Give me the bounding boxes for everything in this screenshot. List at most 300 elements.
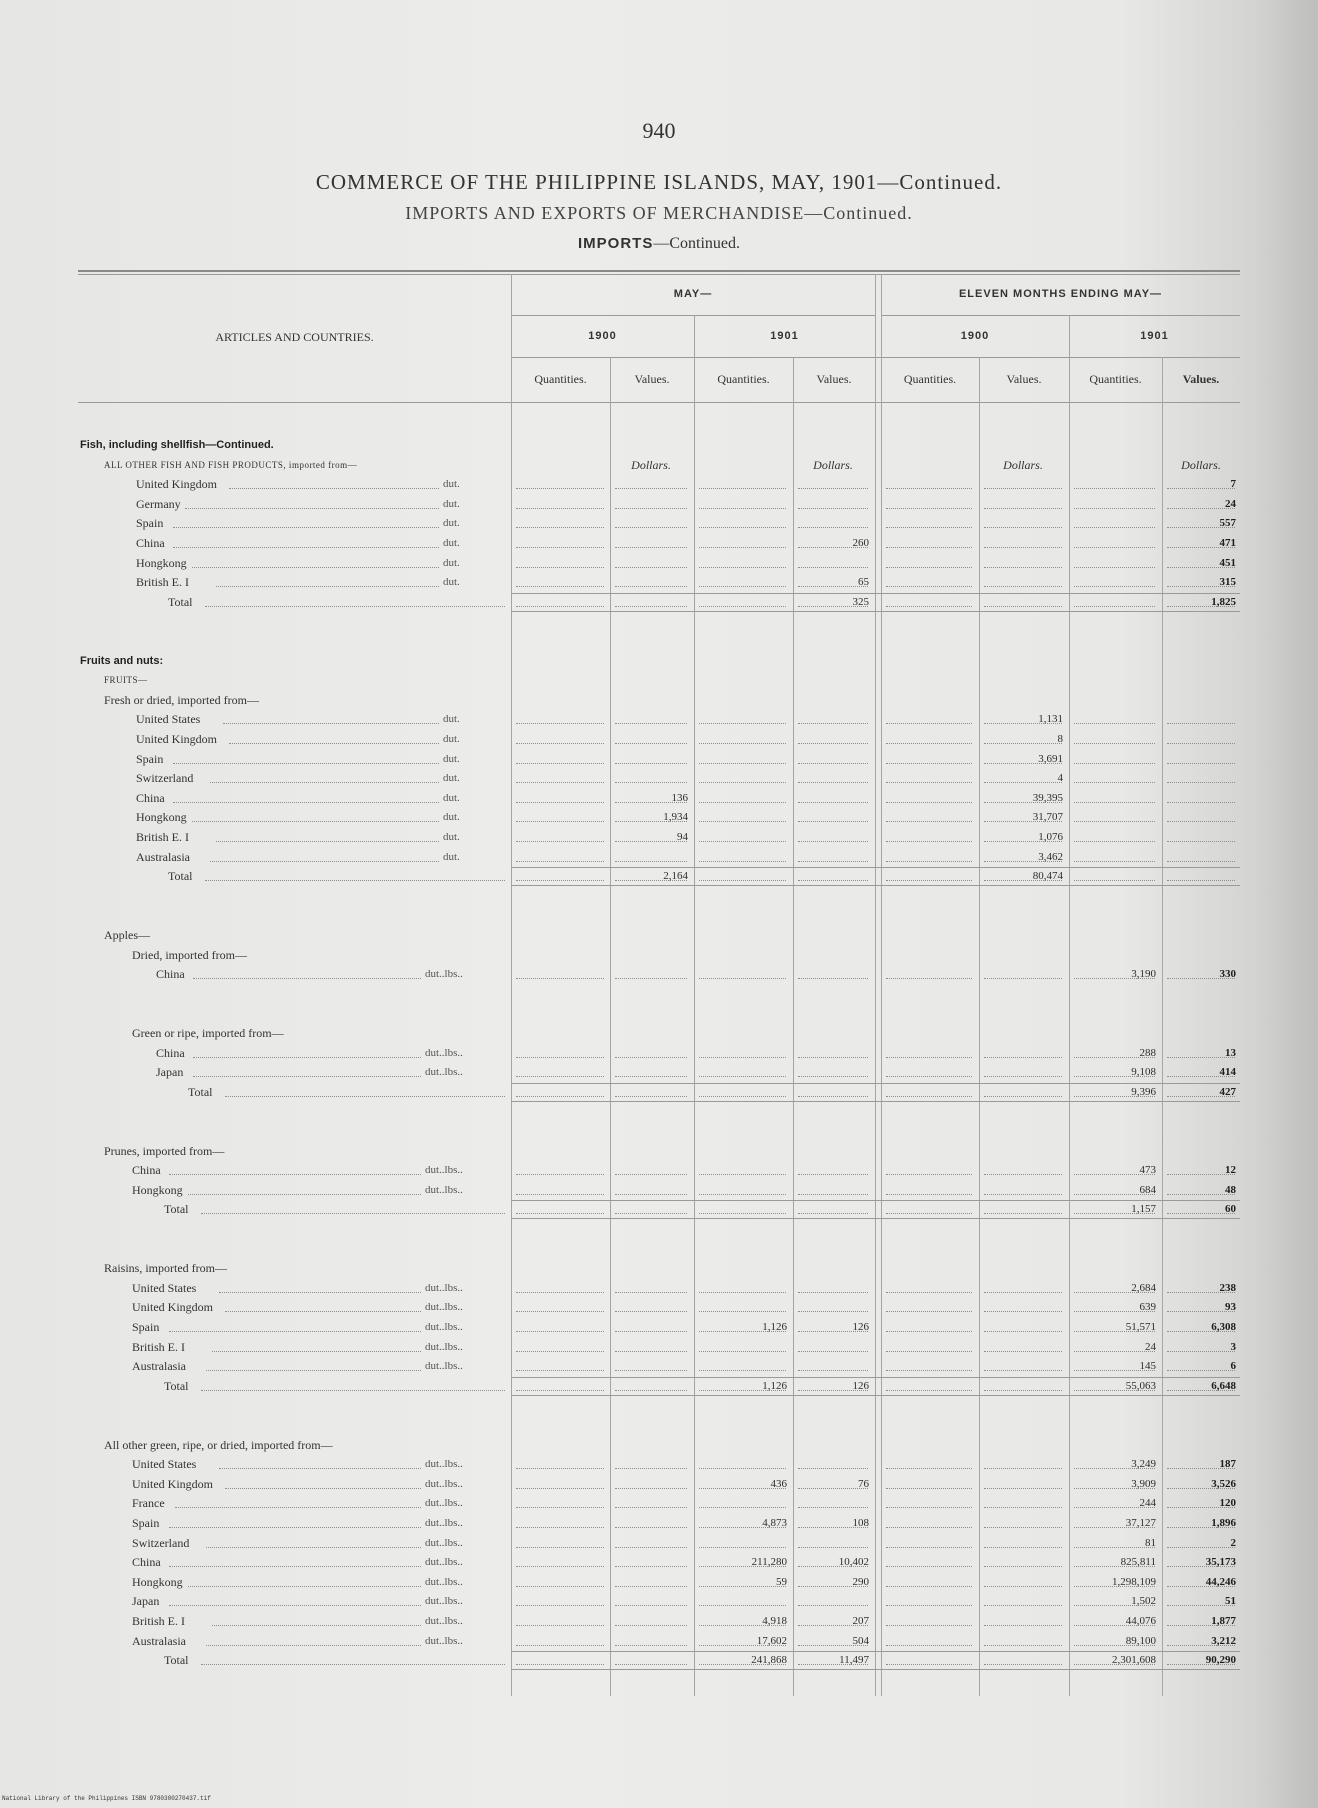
total-rule-bottom: [511, 611, 1240, 612]
table-cell-value: 51: [1225, 1595, 1236, 1608]
table-cell-value: 76: [858, 1477, 869, 1490]
col-line-3: [694, 315, 695, 1696]
cell-dots: [615, 547, 687, 548]
cell-dots: [615, 861, 687, 862]
header-may-1900: 1900: [588, 330, 617, 342]
cell-dots: [886, 1292, 972, 1293]
row-label: Spain: [136, 751, 164, 766]
cell-dots: [615, 606, 687, 607]
cell-dots: [984, 1605, 1062, 1606]
cell-dots: [798, 1547, 868, 1548]
cell-dots: [886, 1664, 972, 1665]
leader-dots: [169, 1566, 421, 1567]
total-label: Total: [164, 1378, 189, 1393]
cell-dots: [1074, 782, 1155, 783]
cell-dots: [615, 1468, 687, 1469]
total-rule: [511, 1377, 1240, 1378]
cell-dots: [886, 1351, 972, 1352]
cell-dots: [984, 1370, 1062, 1371]
cell-dots: [984, 1625, 1062, 1626]
cell-dots: [615, 1527, 687, 1528]
cell-dots: [615, 567, 687, 568]
leader-dots: [212, 1625, 421, 1626]
cell-dots: [984, 1331, 1062, 1332]
cell-dots: [798, 1370, 868, 1371]
header-bottom-rule: [78, 402, 1240, 403]
table-cell-value: 504: [852, 1634, 869, 1647]
cell-dots: [516, 1507, 604, 1508]
leader-dots: [188, 1194, 421, 1195]
table-cell-value: 9,396: [1131, 1085, 1156, 1098]
leader-dots: [193, 978, 421, 979]
cell-dots: [516, 1488, 604, 1489]
table-cell-value: 39,395: [1032, 791, 1063, 804]
total-label: Total: [168, 594, 193, 609]
unit-label: dut.: [443, 772, 460, 785]
leader-dots: [169, 1174, 421, 1175]
unit-label: dut.: [443, 791, 460, 804]
row-label: United States: [132, 1457, 197, 1472]
leader-dots: [206, 1370, 421, 1371]
cell-dots: [1074, 586, 1155, 587]
table-cell-value: 59: [776, 1575, 787, 1588]
table-cell-value: 1,298,109: [1112, 1575, 1156, 1588]
total-label: Total: [164, 1653, 189, 1668]
cell-dots: [699, 1194, 786, 1195]
table-cell-value: 55,063: [1125, 1379, 1156, 1392]
cell-dots: [984, 1213, 1062, 1214]
row-label: All other green, ripe, or dried, imported from—: [104, 1437, 333, 1452]
table-cell-value: 1,934: [663, 811, 688, 824]
row-label: Fruits and nuts:: [80, 654, 164, 667]
row-label: FRUITS—: [104, 675, 148, 686]
table-cell-value: 10,402: [838, 1556, 869, 1569]
table-cell-value: 427: [1219, 1085, 1236, 1098]
cell-dots: [798, 723, 868, 724]
section-heading-rest: —Continued.: [653, 235, 740, 252]
leader-dots: [169, 1605, 421, 1606]
cell-dots: [516, 1213, 604, 1214]
leader-dots: [188, 1586, 421, 1587]
table-cell-value: 24: [1225, 497, 1236, 510]
cell-dots: [1074, 802, 1155, 803]
table-cell-value: 3: [1230, 1340, 1236, 1353]
total-label: Total: [188, 1084, 213, 1099]
table-cell-value: 4,873: [762, 1517, 787, 1529]
table-cell-value: 2,164: [663, 870, 688, 883]
row-label: Japan: [156, 1065, 184, 1080]
table-cell-value: 325: [852, 595, 869, 608]
unit-label: dut..lbs..: [425, 1477, 463, 1490]
cell-dots: [886, 547, 972, 548]
table-cell-value: 80,474: [1032, 870, 1063, 883]
cell-dots: [886, 1213, 972, 1214]
cell-dots: [699, 880, 786, 881]
cell-dots: [886, 508, 972, 509]
table-cell-value: 4: [1057, 772, 1063, 785]
dollars-label: Dollars.: [1003, 457, 1043, 472]
row-label: Hongkong: [132, 1182, 183, 1197]
cell-dots: [984, 1507, 1062, 1508]
cell-dots: [886, 1174, 972, 1175]
leader-dots: [219, 1468, 421, 1469]
leader-dots: [173, 547, 439, 548]
row-label: Fresh or dried, imported from—: [104, 692, 259, 707]
cell-dots: [984, 527, 1062, 528]
cell-dots: [615, 1625, 687, 1626]
cell-dots: [798, 488, 868, 489]
row-label: Raisins, imported from—: [104, 1261, 227, 1276]
col-line-6: [979, 357, 980, 1696]
cell-dots: [699, 1174, 786, 1175]
cell-dots: [699, 743, 786, 744]
table-cell-value: 48: [1225, 1183, 1236, 1196]
table-cell-value: 37,127: [1125, 1517, 1156, 1529]
cell-dots: [516, 567, 604, 568]
total-label: Total: [168, 869, 193, 884]
cell-dots: [1167, 841, 1235, 842]
cell-dots: [615, 1547, 687, 1548]
cell-dots: [699, 1311, 786, 1312]
table-cell-value: 2: [1230, 1536, 1236, 1549]
cell-dots: [886, 527, 972, 528]
leader-dots: [201, 1213, 505, 1214]
unit-label: dut..lbs..: [425, 968, 463, 981]
cell-dots: [886, 1096, 972, 1097]
table-cell-value: 3,462: [1038, 850, 1063, 863]
cell-dots: [984, 606, 1062, 607]
row-label: China: [132, 1555, 161, 1570]
row-label: China: [132, 1163, 161, 1178]
cell-dots: [699, 527, 786, 528]
table-cell-value: 6: [1230, 1360, 1236, 1373]
cell-dots: [886, 861, 972, 862]
section-heading: [0, 235, 1318, 253]
unit-label: dut..lbs..: [425, 1360, 463, 1373]
page-title: COMMERCE OF THE PHILIPPINE ISLANDS, MAY, 1901—Continued.: [315, 170, 1003, 194]
table-cell-value: 3,691: [1038, 752, 1063, 765]
row-label: Australasia: [136, 849, 190, 864]
row-label: Japan: [132, 1594, 160, 1609]
cell-dots: [798, 1174, 868, 1175]
row-label: United Kingdom: [136, 477, 217, 492]
cell-dots: [886, 782, 972, 783]
leader-dots: [173, 527, 439, 528]
row-label: Germany: [136, 496, 181, 511]
leader-dots: [229, 743, 439, 744]
row-label: United Kingdom: [136, 732, 217, 746]
cell-dots: [615, 1605, 687, 1606]
cell-dots: [798, 1194, 868, 1195]
cell-dots: [699, 782, 786, 783]
leader-dots: [169, 1331, 421, 1332]
cell-dots: [516, 841, 604, 842]
table-cell-value: 1,126: [762, 1321, 787, 1333]
cell-dots: [516, 1625, 604, 1626]
cell-dots: [886, 1370, 972, 1371]
cell-dots: [886, 841, 972, 842]
cell-dots: [886, 1605, 972, 1606]
cell-dots: [699, 547, 786, 548]
unit-label: dut.: [443, 811, 460, 824]
cell-dots: [699, 1096, 786, 1097]
cell-dots: [798, 1311, 868, 1312]
col-line-2: [610, 357, 611, 1696]
row-label: Switzerland: [132, 1535, 190, 1550]
cell-dots: [615, 1331, 687, 1332]
header-values-3: Values.: [1006, 372, 1042, 386]
unit-label: dut.: [443, 713, 460, 726]
table-cell-value: 1,131: [1038, 713, 1063, 726]
table-cell-value: 3,249: [1131, 1458, 1156, 1471]
table-cell-value: 1,157: [1131, 1203, 1156, 1216]
cell-dots: [798, 861, 868, 862]
row-label: Spain: [136, 516, 164, 531]
cell-dots: [1074, 606, 1155, 607]
cell-dots: [699, 1547, 786, 1548]
cell-dots: [516, 1351, 604, 1352]
row-label: Switzerland: [136, 771, 194, 786]
cell-dots: [699, 723, 786, 724]
leader-dots: [173, 802, 439, 803]
row-label: China: [156, 967, 185, 982]
cell-dots: [886, 1586, 972, 1587]
cell-dots: [1167, 723, 1235, 724]
cell-dots: [1074, 567, 1155, 568]
table-cell-value: 290: [852, 1575, 869, 1588]
cell-dots: [798, 1076, 868, 1077]
cell-dots: [516, 821, 604, 822]
table-cell-value: 207: [852, 1615, 869, 1627]
cell-dots: [1167, 821, 1235, 822]
cell-dots: [699, 821, 786, 822]
table-cell-value: 3,909: [1131, 1477, 1156, 1490]
cell-dots: [984, 1586, 1062, 1587]
table-cell-value: 51,571: [1125, 1321, 1156, 1333]
unit-label: dut.: [443, 497, 460, 510]
table-cell-value: 557: [1219, 517, 1236, 530]
cell-dots: [984, 1292, 1062, 1293]
table-cell-value: 244: [1139, 1497, 1156, 1510]
cell-dots: [615, 508, 687, 509]
cell-dots: [615, 1174, 687, 1175]
cell-dots: [516, 978, 604, 979]
cell-dots: [886, 1547, 972, 1548]
section-heading-bold: IMPORTS: [577, 235, 654, 252]
cell-dots: [886, 1331, 972, 1332]
table-cell-value: 35,173: [1205, 1556, 1236, 1569]
header-quantities-4: Quantities.: [1089, 372, 1142, 386]
cell-dots: [1074, 821, 1155, 822]
table-cell-value: 3,190: [1131, 968, 1156, 981]
cell-dots: [615, 1566, 687, 1567]
unit-label: dut.: [443, 831, 460, 843]
table-cell-value: 3,526: [1211, 1477, 1236, 1490]
cell-dots: [699, 841, 786, 842]
cell-dots: [984, 1645, 1062, 1646]
table-cell-value: 12: [1225, 1164, 1236, 1177]
leader-dots: [223, 723, 439, 724]
cell-dots: [984, 1096, 1062, 1097]
cell-dots: [1167, 743, 1235, 744]
cell-dots: [886, 743, 972, 744]
row-label: Hongkong: [132, 1574, 183, 1589]
cell-dots: [1074, 763, 1155, 764]
header-values-2: Values.: [816, 372, 852, 386]
cell-dots: [615, 1507, 687, 1508]
cell-dots: [615, 527, 687, 528]
cell-dots: [615, 586, 687, 587]
row-label: France: [132, 1496, 165, 1511]
leader-dots: [216, 841, 439, 842]
unit-label: dut..lbs..: [425, 1575, 463, 1588]
cell-dots: [699, 978, 786, 979]
table-cell-value: 241,868: [751, 1654, 787, 1667]
table-cell-value: 4,918: [762, 1615, 787, 1627]
scan-footer: National Library of the Philippines ISBN 9780300270437.tif: [2, 1795, 211, 1802]
cell-dots: [1074, 861, 1155, 862]
cell-dots: [516, 1331, 604, 1332]
cell-dots: [615, 1370, 687, 1371]
table-cell-value: 93: [1225, 1301, 1236, 1314]
table-cell-value: 187: [1219, 1458, 1236, 1471]
cell-dots: [1167, 802, 1235, 803]
cell-dots: [516, 1194, 604, 1195]
table-cell-value: 81: [1145, 1536, 1156, 1549]
header-quantities-3: Quantities.: [903, 372, 957, 386]
table-top-rule-2: [78, 274, 1240, 275]
unit-label: dut.: [443, 517, 460, 530]
cell-dots: [1074, 547, 1155, 548]
cell-dots: [516, 488, 604, 489]
leader-dots: [206, 1547, 421, 1548]
cell-dots: [516, 586, 604, 587]
cell-dots: [798, 1507, 868, 1508]
header-may-1901: 1901: [770, 330, 799, 342]
cell-dots: [984, 978, 1062, 979]
cell-dots: [615, 1311, 687, 1312]
cell-dots: [615, 1488, 687, 1489]
table-cell-value: 471: [1219, 537, 1236, 549]
leader-dots: [219, 1292, 421, 1293]
cell-dots: [1074, 527, 1155, 528]
col-line-4: [793, 357, 794, 1696]
cell-dots: [886, 821, 972, 822]
dollars-label: Dollars.: [1181, 457, 1221, 472]
cell-dots: [798, 1351, 868, 1352]
cell-dots: [798, 527, 868, 528]
cell-dots: [984, 567, 1062, 568]
header-values-4: Values.: [1182, 372, 1220, 386]
cell-dots: [516, 547, 604, 548]
cell-dots: [1167, 880, 1235, 881]
leader-dots: [212, 1351, 421, 1352]
table-cell-value: 825,811: [1120, 1556, 1156, 1569]
cell-dots: [798, 821, 868, 822]
cell-dots: [984, 1468, 1062, 1469]
cell-dots: [615, 1076, 687, 1077]
cell-dots: [984, 1076, 1062, 1077]
cell-dots: [699, 763, 786, 764]
cell-dots: [798, 802, 868, 803]
cell-dots: [886, 488, 972, 489]
cell-dots: [516, 527, 604, 528]
cell-dots: [886, 978, 972, 979]
cell-dots: [516, 1645, 604, 1646]
total-rule-bottom: [511, 1101, 1240, 1102]
cell-dots: [516, 1096, 604, 1097]
table-cell-value: 24: [1145, 1340, 1156, 1353]
row-label: Spain: [132, 1516, 160, 1530]
row-label: China: [136, 790, 165, 805]
row-label: Spain: [132, 1320, 160, 1334]
cell-dots: [699, 1605, 786, 1606]
header-rule-eleven: [881, 315, 1240, 316]
col-line-5b: [881, 274, 882, 1696]
cell-dots: [798, 978, 868, 979]
row-label: ALL OTHER FISH AND FISH PRODUCTS, imported from—: [104, 459, 358, 470]
cell-dots: [516, 1547, 604, 1548]
unit-label: dut.: [443, 556, 460, 569]
table-cell-value: 136: [671, 791, 688, 804]
cell-dots: [615, 723, 687, 724]
cell-dots: [984, 1311, 1062, 1312]
leader-dots: [216, 586, 439, 587]
cell-dots: [615, 763, 687, 764]
table-top-rule: [78, 270, 1240, 272]
total-rule: [511, 1651, 1240, 1652]
leader-dots: [206, 1645, 421, 1646]
unit-label: dut..lbs..: [425, 1458, 463, 1471]
cell-dots: [798, 743, 868, 744]
table-cell-value: 17,602: [756, 1634, 787, 1647]
table-cell-value: 13: [1225, 1046, 1236, 1059]
cell-dots: [699, 802, 786, 803]
cell-dots: [886, 1488, 972, 1489]
unit-label: dut..lbs..: [425, 1497, 463, 1510]
cell-dots: [1074, 743, 1155, 744]
unit-label: dut..lbs..: [425, 1595, 463, 1608]
cell-dots: [699, 586, 786, 587]
cell-dots: [886, 1076, 972, 1077]
unit-label: dut.: [443, 537, 460, 549]
header-quantities-1: Quantities.: [534, 372, 587, 386]
table-cell-value: 260: [852, 537, 869, 549]
unit-label: dut.: [443, 478, 460, 491]
cell-dots: [516, 1664, 604, 1665]
cell-dots: [886, 802, 972, 803]
cell-dots: [798, 1213, 868, 1214]
leader-dots: [225, 1488, 421, 1489]
unit-label: dut.: [443, 733, 460, 745]
cell-dots: [516, 1057, 604, 1058]
cell-dots: [984, 1664, 1062, 1665]
table-cell-value: 44,076: [1125, 1615, 1156, 1627]
cell-dots: [615, 1213, 687, 1214]
table-cell-value: 1,126: [762, 1379, 787, 1392]
row-label: British E. I: [132, 1614, 185, 1628]
cell-dots: [1074, 508, 1155, 509]
unit-label: dut..lbs..: [425, 1183, 463, 1196]
unit-label: dut..lbs..: [425, 1164, 463, 1177]
header-eleven-months: ELEVEN MONTHS ENDING MAY—: [958, 288, 1163, 300]
unit-label: dut.: [443, 850, 460, 863]
table-cell-value: 44,246: [1205, 1575, 1236, 1588]
cell-dots: [516, 723, 604, 724]
dollars-label: Dollars.: [631, 457, 671, 472]
leader-dots: [201, 1664, 505, 1665]
leader-dots: [210, 782, 439, 783]
